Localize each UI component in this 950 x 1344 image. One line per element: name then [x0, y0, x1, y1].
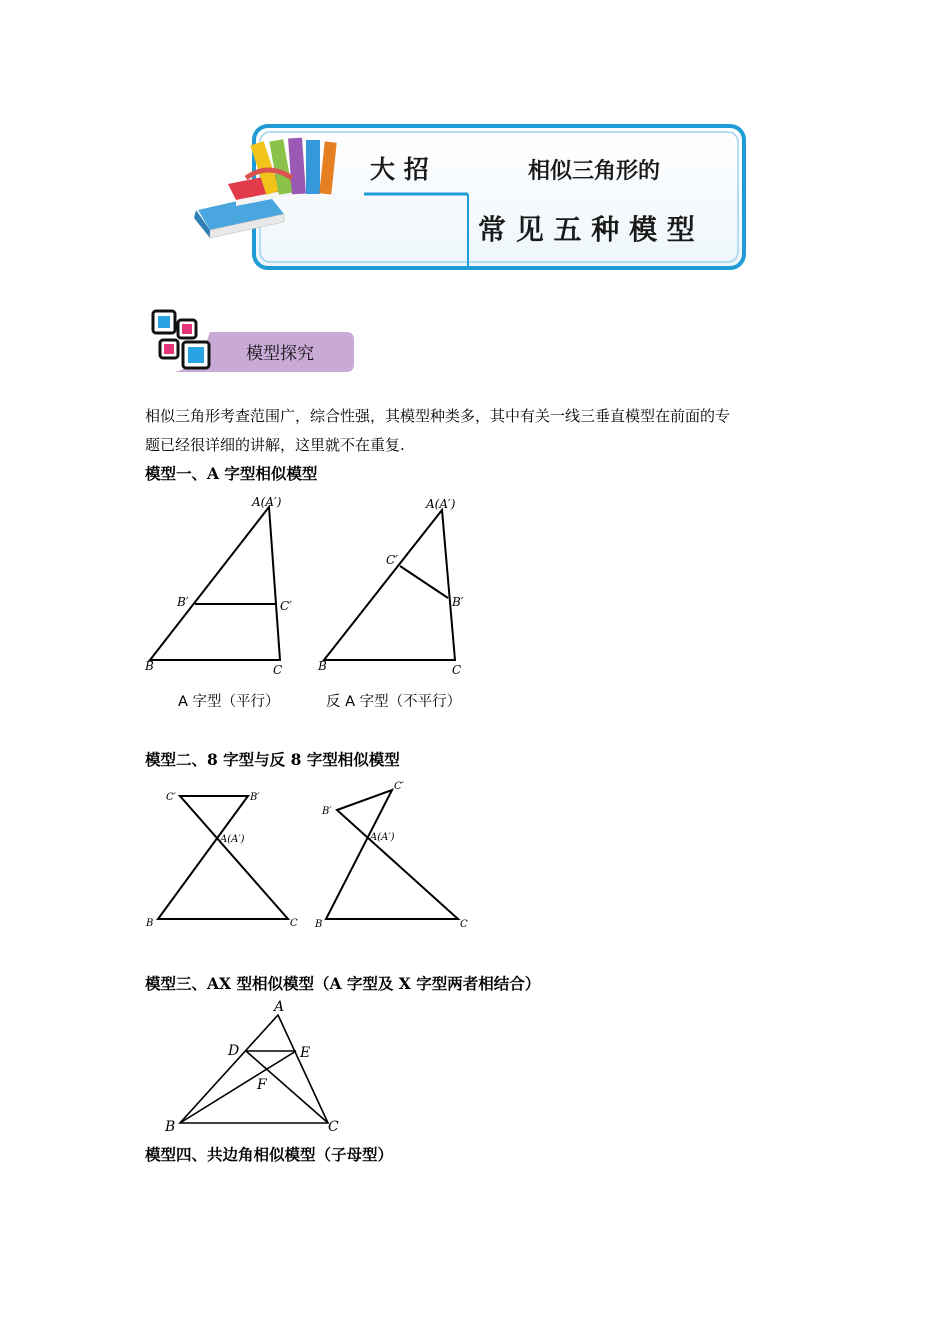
label-b: B — [146, 918, 154, 929]
label-c: C — [290, 918, 298, 929]
model3-figure — [160, 995, 360, 1135]
model1-figure-2 — [312, 490, 482, 680]
model3-heading: 模型三、AX 型相似模型（A 字型及 X 字型两者相结合） — [145, 974, 541, 993]
banner-title-right-top: 相似三角形的 — [528, 158, 661, 184]
label-a: A(A′) — [252, 495, 282, 509]
label-b: B — [315, 919, 323, 930]
model1-caption-1: A 字型（平行） — [178, 694, 280, 710]
label-c: C — [328, 1119, 339, 1135]
model2-heading: 模型二、8 字型与反 8 字型相似模型 — [145, 750, 400, 769]
label-c1: C′ — [394, 781, 404, 792]
label-f: F — [257, 1077, 267, 1093]
figure-eight-shape — [158, 796, 288, 919]
label-b: B — [145, 659, 154, 673]
label-c: C — [460, 919, 468, 930]
label-b: B — [165, 1119, 176, 1135]
label-c1: C′ — [386, 553, 398, 567]
model1-caption-2: 反 A 字型（不平行） — [326, 694, 462, 710]
triangle-abc — [324, 510, 455, 660]
banner-title-right-bottom: 常 见 五 种 模 型 — [478, 213, 695, 246]
label-e: E — [300, 1045, 311, 1061]
model4-heading: 模型四、共边角相似模型（子母型） — [145, 1145, 394, 1164]
model2-figure-2 — [312, 776, 482, 936]
banner-frame — [188, 122, 750, 274]
title-banner — [188, 122, 750, 274]
section-label: 模型探究 — [246, 344, 314, 364]
label-a: A(A′) — [426, 497, 456, 511]
label-b1: B′ — [250, 792, 260, 803]
label-a: A(A′) — [370, 832, 395, 843]
banner-title-left: 大 招 — [370, 155, 429, 184]
triangle-abc — [150, 507, 280, 660]
label-b1: B′ — [322, 806, 332, 817]
label-b: B — [318, 659, 327, 673]
label-c1: C′ — [166, 792, 176, 803]
intro-line-2: 题已经很详细的讲解，这里就不在重复. — [145, 436, 405, 454]
label-c: C — [273, 663, 283, 677]
triangle-abc — [180, 1015, 328, 1123]
intro-line-1: 相似三角形考查范围广，综合性强，其模型种类多，其中有关一线三垂直模型在前面的专 — [145, 407, 731, 425]
grid-icon — [153, 311, 209, 368]
label-a: A — [274, 999, 285, 1015]
reverse-eight-shape — [326, 790, 458, 919]
label-b1: B′ — [452, 595, 464, 609]
label-c: C — [452, 663, 462, 677]
model1-figure-1 — [140, 490, 310, 680]
label-a: A(A′) — [220, 834, 245, 845]
model2-figure-1 — [140, 776, 310, 936]
label-d: D — [228, 1043, 240, 1059]
label-b1: B′ — [177, 595, 189, 609]
segment-c1b1 — [400, 566, 448, 598]
label-c1: C′ — [280, 599, 292, 613]
segment-be — [180, 1051, 296, 1123]
model1-heading: 模型一、A 字型相似模型 — [145, 464, 318, 483]
